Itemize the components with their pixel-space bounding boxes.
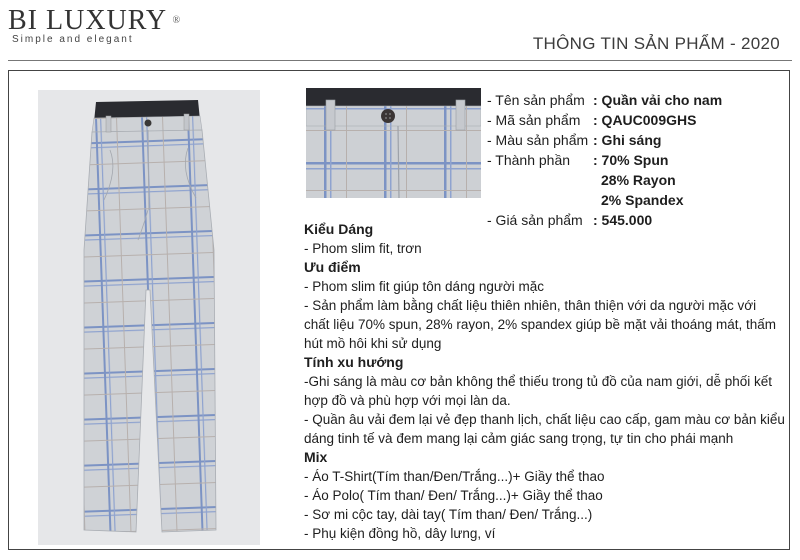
spec-value: : Quần vải cho nam [593, 92, 723, 108]
brand-name-text: BI LUXURY [8, 5, 168, 36]
spec-value: : 545.000 [593, 212, 653, 228]
spec-label: - Màu sản phẩm [487, 132, 589, 148]
product-description [304, 220, 784, 543]
brand-logo [8, 5, 182, 45]
section-title-advantages: Ưu điểm [304, 259, 361, 275]
section-line: chất liệu 70% spun, 28% rayon, 2% spandex giúp bề mặt vải thoáng mát, thấm [304, 317, 777, 332]
section-line: - Quần âu vải đem lại vẻ đẹp thanh lịch, chất liệu cao cấp, gam màu cơ bản kiểu [304, 412, 785, 427]
spec-value: : QAUC009GHS [593, 112, 697, 128]
section-title-mix: Mix [304, 449, 328, 465]
brand-name [8, 5, 182, 36]
section-title-trend: Tính xu hướng [304, 354, 404, 370]
section-line: - Áo T-Shirt(Tím than/Đen/Trắng...)+ Giầy thể thao [304, 469, 605, 484]
section-line: - Sản phẩm làm bằng chất liệu thiên nhiên, thân thiện với da người mặc với [304, 298, 757, 313]
brand-tagline: Simple and elegant [12, 34, 134, 45]
section-line: - Phom slim fit giúp tôn dáng người mặc [304, 279, 544, 294]
section-line: hợp đồ và phù hợp với mọi làn da. [304, 393, 511, 408]
registered-mark: ® [172, 15, 182, 26]
waistband-detail-image [306, 88, 481, 198]
section-line: - Sơ mi cộc tay, dài tay( Tím than/ Đen/ Trắng...) [304, 507, 593, 522]
section-title-style: Kiểu Dáng [304, 221, 374, 237]
section-line: - Phom slim fit, trơn [304, 241, 422, 256]
section-line: hút mồ hôi khi sử dụng [304, 336, 442, 351]
header-divider [8, 60, 792, 61]
spec-label: - Tên sản phẩm [487, 92, 585, 108]
section-line: dáng tinh tế và đem mang lại cảm giác sang trọng, tự tin cho phái mạnh [304, 431, 734, 446]
section-line: - Áo Polo( Tím than/ Đen/ Trắng...)+ Giầy thể thao [304, 488, 603, 503]
spec-value: 2% Spandex [601, 192, 684, 208]
product-image-panel [38, 90, 260, 545]
section-line: - Phụ kiện đồng hồ, dây lưng, ví [304, 526, 496, 541]
spec-label: - Thành phần [487, 152, 571, 168]
spec-value: 28% Rayon [601, 172, 676, 188]
spec-value: : Ghi sáng [593, 132, 662, 148]
spec-label: - Giá sản phẩm [487, 212, 583, 228]
product-detail-image [306, 88, 481, 198]
spec-value: : 70% Spun [593, 152, 669, 168]
spec-label: - Mã sản phẩm [487, 112, 581, 128]
section-line: -Ghi sáng là màu cơ bản không thể thiếu trong tủ đồ của nam giới, dễ phối kết [304, 374, 772, 389]
trousers-image [38, 90, 260, 545]
page-title: THÔNG TIN SẢN PHẨM - 2020 [532, 34, 780, 53]
